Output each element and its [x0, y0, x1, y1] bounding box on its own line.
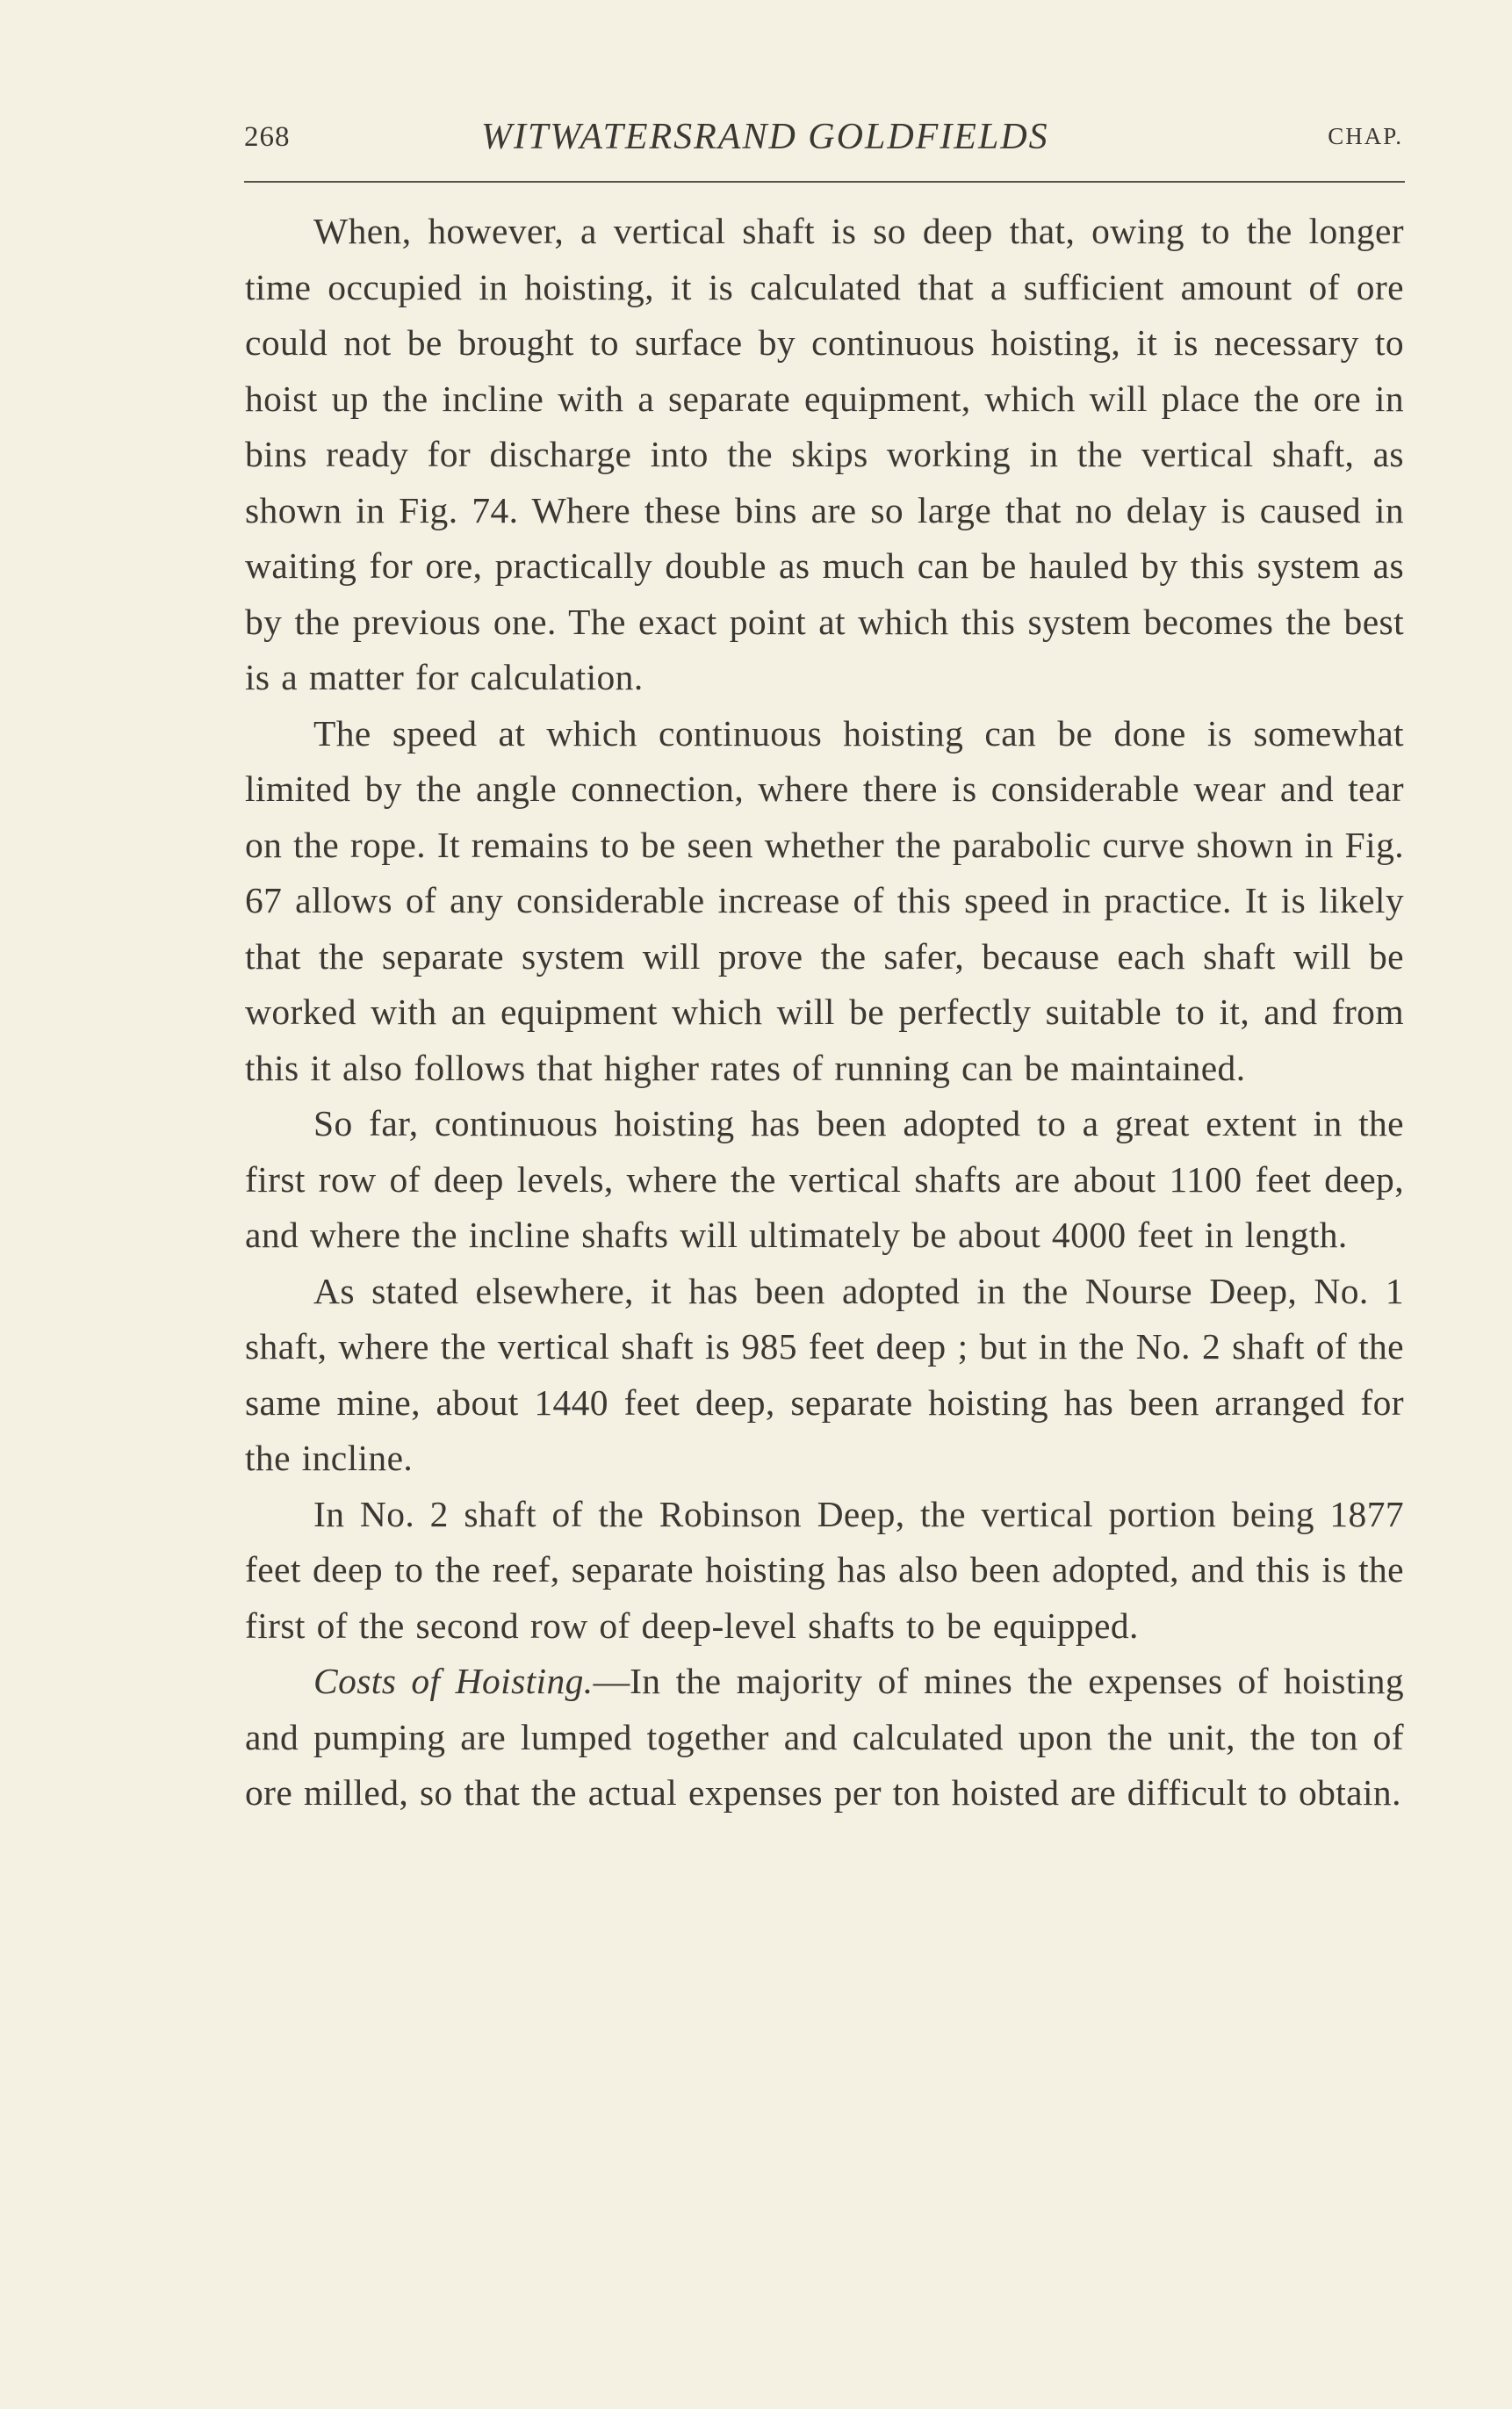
header-rule: [244, 181, 1405, 183]
section-label-costs-of-hoisting: Costs of Hoisting.: [313, 1661, 594, 1701]
costs-of-hoisting-text: In the majority of mines the expenses of hoisting and pumping are lumped together and calculated upon the unit, the ton of ore milled, so that the actual expenses per ton hoisted are difficult to obtain.: [245, 1661, 1404, 1813]
body-text: [245, 204, 1404, 1821]
page-number: 268: [244, 121, 291, 153]
paragraph-costs-of-hoisting: [245, 1654, 1404, 1821]
running-head: [244, 114, 1403, 167]
chapter-label: CHAP.: [1328, 123, 1403, 149]
paragraph-vertical-shaft-depth: When, however, a vertical shaft is so deep that, owing to the longer time occupied in hoisting, it is calculated that a sufficient amount of ore could not be brought to surface by continuous hoisting, it is necessary to hoist up the incline with a separate equipment, which will place the ore in bins ready for discharge into the skips working in the vertical shaft, as shown in Fig. 74. Where these bins are so large that no delay is caused in waiting for ore, practically double as much can be hauled by this system as by the previous one. The exact point at which this system becomes the best is a matter for calculation.: [245, 211, 1404, 697]
paragraph-nourse-deep: As stated elsewhere, it has been adopted in the Nourse Deep, No. 1 shaft, where the vertical shaft is 985 feet deep ; but in the No. 2 shaft of the same mine, about 1440 feet deep, separate hoisting has been arranged for the incline.: [245, 1270, 1404, 1478]
paragraph-hoisting-speed: The speed at which continuous hoisting can be done is somewhat limited by the angle connection, where there is considerable wear and tear on the rope. It remains to be seen whether the parabolic curve shown in Fig. 67 allows of any considerable increase of this speed in practice. It is likely that the separate system will prove the safer, because each shaft will be worked with an equipment which will be perfectly suitable to it, and from this it also follows that higher rates of running can be maintained.: [245, 712, 1404, 1088]
paragraph-continuous-hoisting-adoption: So far, continuous hoisting has been adopted to a great extent in the first row of deep levels, where the vertical shafts are about 1100 feet deep, and where the incline shafts will ultimately be about 4000 feet in length.: [245, 1103, 1404, 1255]
em-dash: —: [593, 1661, 630, 1701]
running-title: WITWATERSRAND GOLDFIELDS: [481, 117, 1049, 157]
paragraph-robinson-deep: In No. 2 shaft of the Robinson Deep, the vertical portion being 1877 feet deep to the reef, separate hoisting has also been adopted, and this is the first of the second row of deep-level shafts to be equipped.: [245, 1493, 1404, 1646]
